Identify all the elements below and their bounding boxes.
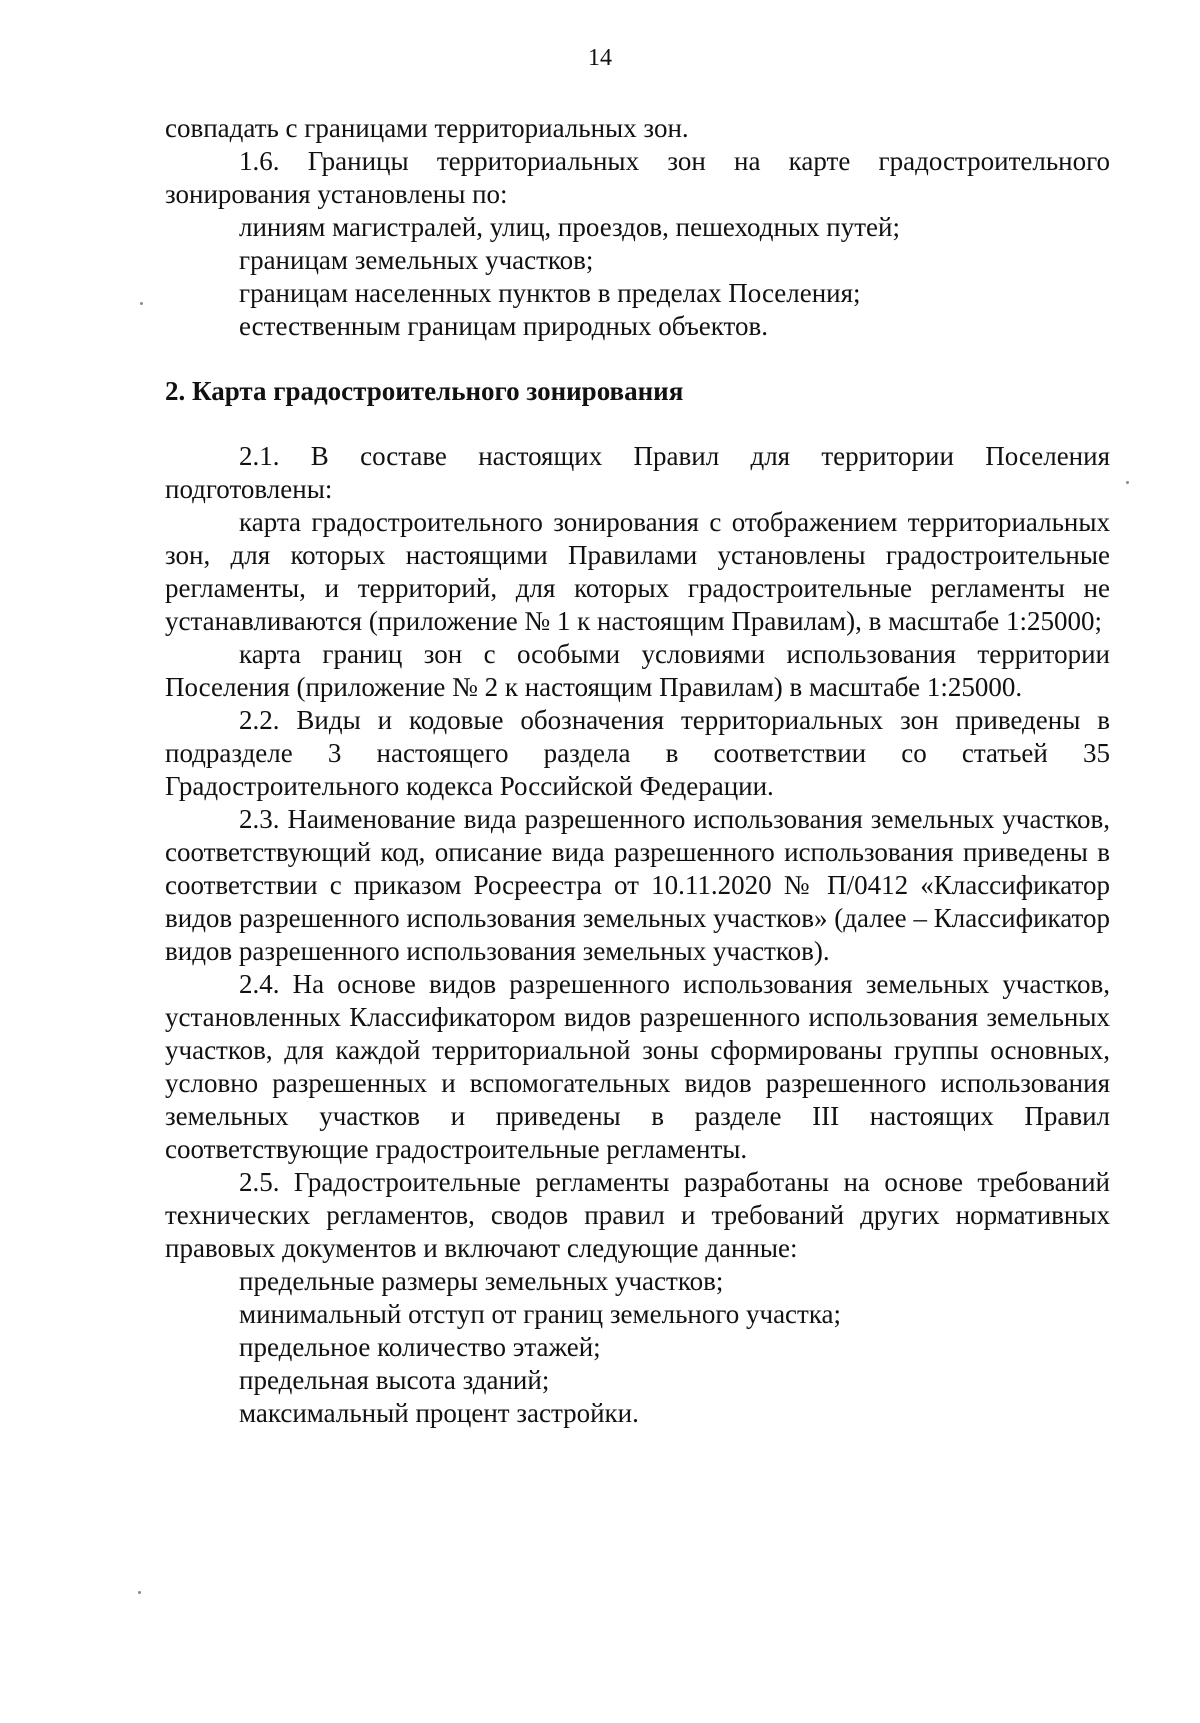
list-item: предельная высота зданий;: [239, 1365, 550, 1395]
paragraph-2-4: 2.4. На основе видов разрешенного использования земельных участков, установленных Классификатором видов разрешенного использования земельных участков, для каждой территориальной зоны сформированы группы основных, условно разрешенных и вспомогательных видов разрешенного использования земельных участков и приведены в разделе III настоящих Правил соответствующие градостроительные регламенты.: [165, 969, 1110, 1164]
list-item: минимальный отступ от границ земельного участка;: [239, 1299, 842, 1329]
scan-speck: [1126, 481, 1129, 484]
list-item: предельные размеры земельных участков;: [239, 1266, 724, 1296]
list-item: предельное количество этажей;: [239, 1332, 601, 1362]
document-body: [165, 112, 1110, 1430]
paragraph-1-6: 1.6. Границы территориальных зон на карте градостроительного зонирования установлены по:: [165, 146, 1110, 209]
scan-speck: [138, 1591, 141, 1594]
paragraph-zoning-map: карта градостроительного зонирования с отображением территориальных зон, для которых настоящими Правилами установлены градостроительные регламенты, и территорий, для которых градостроительные регламенты не устанавливаются (приложение № 1 к настоящим Правилам), в масштабе 1:25000;: [165, 507, 1110, 636]
paragraph-continuation: совпадать с границами территориальных зон.: [165, 113, 689, 143]
paragraph-2-2: 2.2. Виды и кодовые обозначения территориальных зон приведены в подразделе 3 настоящего раздела в соответствии со статьей 35 Градостроительного кодекса Российской Федерации.: [165, 705, 1110, 801]
list-item: линиям магистралей, улиц, проездов, пешеходных путей;: [239, 212, 900, 242]
scan-speck: [140, 302, 143, 305]
list-item: границам земельных участков;: [239, 245, 594, 275]
page-number: 14: [588, 45, 612, 71]
list-item: границам населенных пунктов в пределах Поселения;: [239, 278, 861, 308]
section-heading: 2. Карта градостроительного зонирования: [165, 376, 684, 406]
paragraph-2-5: 2.5. Градостроительные регламенты разработаны на основе требований технических регламентов, сводов правил и требований других нормативных правовых документов и включают следующие данные:: [165, 1167, 1110, 1263]
list-item: максимальный процент застройки.: [239, 1398, 639, 1428]
paragraph-special-zones-map: карта границ зон с особыми условиями использования территории Поселения (приложение № 2 к настоящим Правилам) в масштабе 1:25000.: [165, 639, 1110, 702]
list-item: естественным границам природных объектов.: [239, 311, 768, 341]
paragraph-2-1: 2.1. В составе настоящих Правил для территории Поселения подготовлены:: [165, 441, 1110, 504]
paragraph-2-3: 2.3. Наименование вида разрешенного использования земельных участков, соответствующий код, описание вида разрешенного использования приведены в соответствии с приказом Росреестра от 10.11.2020 № П/0412 «Классификатор видов разрешенного использования земельных участков» (далее – Классификатор видов разрешенного использования земельных участков).: [165, 804, 1110, 966]
